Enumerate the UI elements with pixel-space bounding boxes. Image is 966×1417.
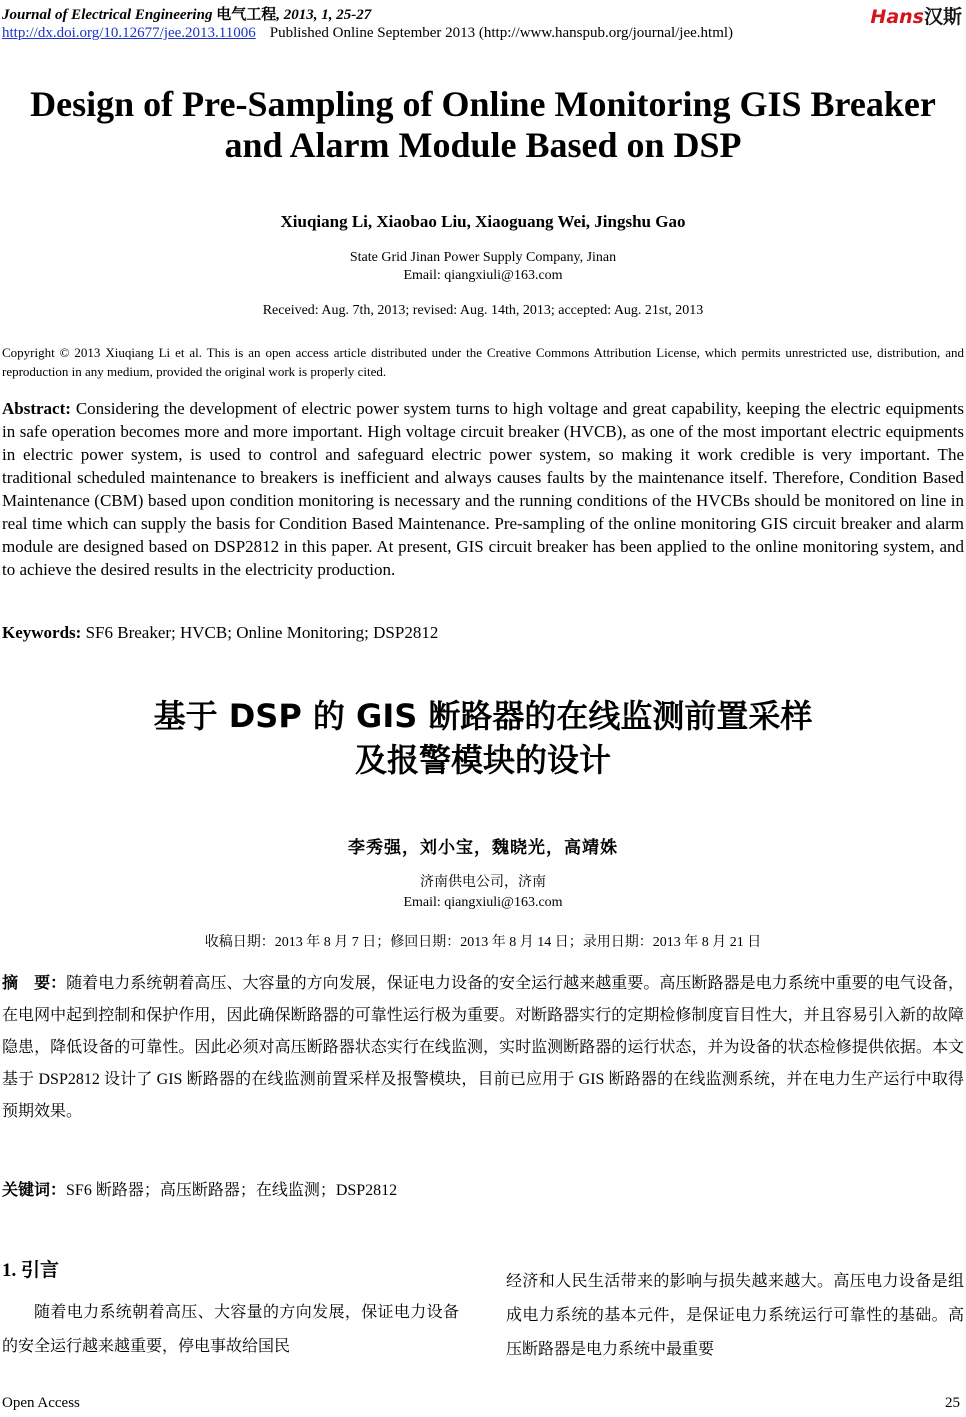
copyright-notice: Copyright © 2013 Xiuqiang Li et al. This is an open access article distributed under the Creative Commons Attribution License, which permits unrestricted use, distribution, and reproduction in any medium, provided the original work is properly cited.: [2, 345, 964, 379]
paper-title: [0, 84, 966, 166]
abstract-cn-text: 随着电力系统朝着高压、大容量的方向发展，保证电力设备的安全运行越来越重要。高压断路器是电力系统中重要的电气设备，在电网中起到控制和保护作用，因此确保断路器的可靠性运行极为重要。对断路器实行的定期检修制度盲目性大，并且容易引入新的故障隐患，降低设备的可靠性。因此必须对高压断路器状态实行在线监测，实时监测断路器的运行状态，并为设备的状态检修提供依据。本文基于 DSP2812 设计了 GIS 断路器的在线监测前置采样及报警模块，目前已应用于 GIS 断路器的在线监测系统，并在电力生产运行中取得预期效果。: [2, 975, 964, 1120]
email-cn: Email: qiangxiuli@163.com: [403, 895, 563, 910]
title-cn-line-1: 基于 DSP 的 GIS 断路器的在线监测前置采样: [153, 697, 813, 735]
affiliation-cn: 济南供电公司，济南: [420, 875, 546, 890]
logo-cn: 汉斯: [923, 6, 962, 28]
keywords-cn: [2, 1177, 397, 1200]
paper-title-cn: [0, 694, 966, 782]
journal-volume: , 2013, 1, 25-27: [276, 7, 372, 23]
keywords-label: Keywords:: [2, 623, 82, 642]
authors: Xiuqiang Li, Xiaobao Liu, Xiaoguang Wei, Jingshu Gao: [280, 212, 686, 231]
journal-name-cn: 电气工程: [216, 7, 277, 23]
title-line-2: and Alarm Module Based on DSP: [224, 125, 742, 165]
title-cn-line-2: 及报警模块的设计: [354, 741, 611, 779]
logo-latin: Hans: [870, 6, 924, 28]
keywords-cn-label: 关键词：: [2, 1182, 67, 1199]
body-column-left: 随着电力系统朝着高压、大容量的方向发展，保证电力设备的安全运行越来越重要，停电事故给国民: [2, 1304, 459, 1355]
affiliation: State Grid Jinan Power Supply Company, Jinan: [349, 250, 617, 265]
keywords-cn-text: SF6 断路器；高压断路器；在线监测；DSP2812: [66, 1182, 398, 1199]
doi-line: [2, 25, 733, 42]
abstract-text: Considering the development of electric power system turns to high voltage and great capability, keeping the electric equipments in safe operation becomes more and more important. High voltage circuit breaker (HVCB), as one of the most important electric equipments in electric power system, is used to control and safeguard electric power system, so making it work credible is very important. The traditional scheduled maintenance to breakers is inefficient and always causes faults by the maintenance itself. Therefore, Condition Based Maintenance (CBM) based upon condition monitoring is necessary and the running conditions of the HVCBs should be monitored on line in real time which can supply the basis for Condition Based Maintenance. Pre-sampling of the online monitoring GIS circuit breaker and alarm module are designed based on DSP2812 in this paper. At present, GIS circuit breaker has been applied to the online monitoring system, and to achieve the desired results in the electricity production.: [2, 399, 965, 579]
doi-link[interactable]: http://dx.doi.org/10.12677/jee.2013.11006: [2, 25, 256, 41]
journal-name: Journal of Electrical Engineering: [2, 7, 213, 23]
page-number: 25: [945, 1395, 960, 1411]
received-dates: Received: Aug. 7th, 2013; revised: Aug. 14th, 2013; accepted: Aug. 21st, 2013: [262, 303, 704, 318]
email: Email: qiangxiuli@163.com: [403, 268, 563, 283]
keywords: [2, 623, 438, 643]
abstract-cn-label: 摘 要：: [2, 975, 67, 992]
hans-logo: [870, 2, 962, 29]
title-line-1: Design of Pre-Sampling of Online Monitoring GIS Breaker: [30, 84, 936, 124]
abstract-label: Abstract:: [2, 399, 71, 418]
body-column-right: 经济和人民生活带来的影响与损失越来越大。高压电力设备是组成电力系统的基本元件，是保证电力系统运行可靠性的基础。高压断路器是电力系统中最重要: [506, 1273, 964, 1358]
published-online: Published Online September 2013 (http://www.hanspub.org/journal/jee.html): [269, 25, 734, 41]
received-dates-cn: 收稿日期：2013 年 8 月 7 日；修回日期：2013 年 8 月 14 日；录用日期：2013 年 8 月 21 日: [204, 935, 762, 950]
affiliation-block: [0, 249, 966, 285]
authors-cn: 李秀强，刘小宝，魏晓光，高靖姝: [348, 838, 618, 857]
keywords-text: SF6 Breaker; HVCB; Online Monitoring; DSP2812: [85, 623, 439, 642]
abstract-cn: [2, 968, 964, 1128]
section-heading-introduction: 1. 引言: [2, 1260, 60, 1281]
footer-open-access: Open Access: [2, 1395, 80, 1411]
journal-header: [2, 3, 371, 24]
affiliation-cn-block: [0, 873, 966, 913]
abstract: [2, 397, 964, 581]
